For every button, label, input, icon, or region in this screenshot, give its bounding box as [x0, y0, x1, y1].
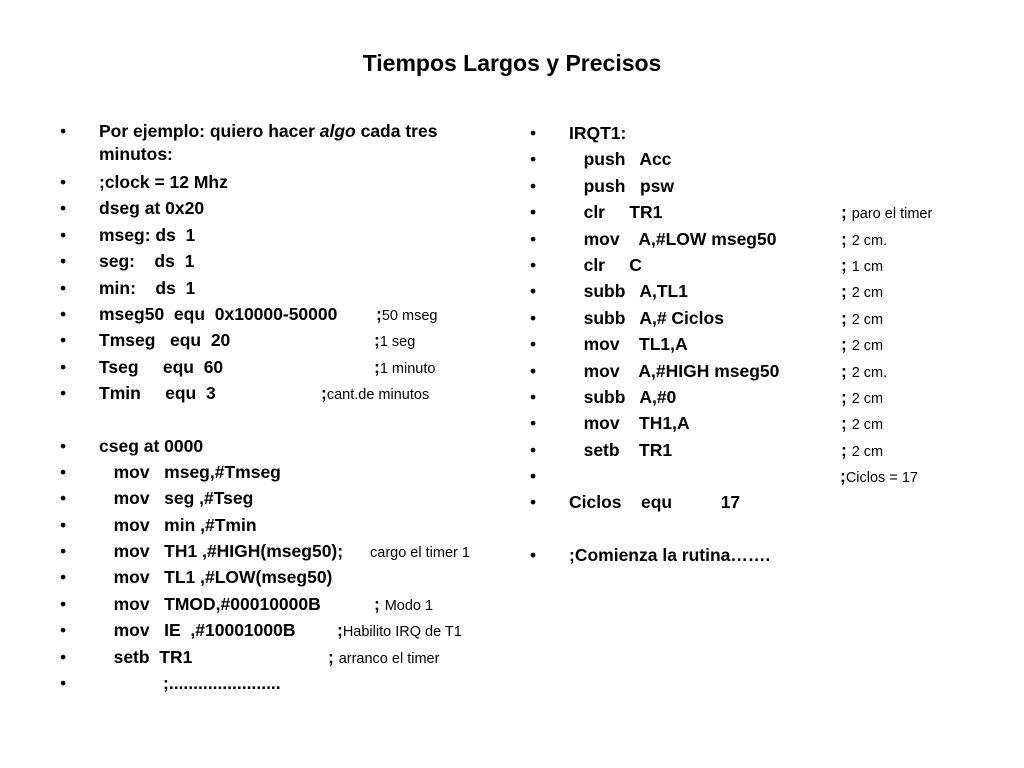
code-line [60, 275, 500, 301]
code-line [530, 226, 1010, 252]
code-line [530, 278, 1010, 304]
code-line [530, 120, 1010, 146]
bullet-icon: • [530, 228, 537, 249]
code-line [60, 538, 500, 564]
code-comment [374, 354, 435, 382]
comment-text: 2 cm. [851, 232, 888, 249]
comment-semicolon: ; [841, 202, 852, 223]
bullet-icon: • [530, 281, 537, 302]
code-line [60, 248, 500, 274]
bullet-icon: • [530, 149, 537, 170]
code-text: mov TL1,A [569, 334, 688, 355]
comment-text: 2 cm [851, 443, 884, 460]
code-comment [841, 252, 883, 280]
code-comment [321, 380, 429, 408]
code-line [530, 384, 1010, 410]
right-code-list [530, 120, 1010, 568]
code-comment [841, 410, 883, 438]
comment-semicolon: ; [321, 383, 327, 404]
code-comment [376, 301, 437, 329]
code-line [60, 459, 500, 485]
code-line [60, 327, 500, 353]
code-text: Tmseg equ 20 [99, 330, 231, 351]
code-text: subb A,TL1 [569, 281, 688, 302]
intro-text: Por ejemplo: quiero hacer algo cada tres minutos: [99, 121, 438, 164]
code-text: ;clock = 12 Mhz [99, 172, 228, 192]
code-text: cseg at 0000 [99, 435, 204, 456]
bullet-icon: • [60, 646, 67, 667]
comment-semicolon: ; [841, 281, 852, 302]
code-text: ;Comienza la rutina……. [569, 544, 771, 565]
comment-text: arranco el timer [338, 650, 440, 667]
code-line [60, 301, 500, 327]
bullet-icon: • [530, 439, 537, 460]
comment-semicolon: ; [841, 228, 852, 249]
code-text: clr C [569, 254, 642, 275]
code-text: setb TR1 [569, 439, 673, 460]
code-comment [841, 199, 932, 227]
code-line [60, 380, 500, 406]
comment-text: paro el timer [851, 206, 933, 223]
bullet-icon: • [60, 567, 67, 588]
code-line [530, 173, 1010, 199]
comment-text: 2 cm. [851, 364, 888, 381]
bullet-icon: • [530, 413, 537, 434]
bullet-icon: • [530, 492, 537, 513]
bullet-icon: • [60, 435, 67, 456]
code-comment [841, 384, 883, 412]
code-comment [841, 278, 883, 306]
code-line [60, 591, 500, 617]
comment-text: 2 cm [851, 417, 884, 434]
code-text: mov TL1 ,#LOW(mseg50) [99, 567, 333, 588]
comment-semicolon: ; [841, 413, 852, 434]
code-comment [841, 226, 887, 254]
code-comment [841, 437, 883, 465]
bullet-icon: • [530, 254, 537, 275]
comment-semicolon: ; [841, 307, 852, 328]
comment-semicolon: ; [374, 356, 380, 377]
comment-semicolon: ; [328, 646, 339, 667]
code-text: Tmin equ 3 [99, 383, 216, 404]
code-line [530, 358, 1010, 384]
code-text: Ciclos equ 17 [569, 492, 741, 513]
code-line [60, 222, 500, 248]
bullet-icon: • [530, 360, 537, 381]
bullet-icon: • [60, 198, 67, 219]
code-text: IRQT1: [569, 123, 627, 143]
comment-text: cant.de minutos [326, 387, 430, 404]
comment-semicolon: ; [376, 303, 382, 324]
bullet-icon: • [60, 251, 67, 272]
comment-text: 2 cm [851, 390, 884, 407]
bullet-icon: • [60, 383, 67, 404]
code-text: mov IE ,#10001000B [99, 620, 296, 641]
code-text: subb A,#0 [569, 386, 677, 407]
code-text: mov TMOD,#00010000B [99, 593, 321, 614]
code-text: clr TR1 [569, 202, 663, 223]
left-code-list [60, 120, 500, 696]
bullet-icon: • [530, 202, 537, 223]
comment-semicolon: ; [840, 466, 846, 487]
code-text: Tseg equ 60 [99, 356, 224, 377]
bullet-icon: • [60, 514, 67, 535]
comment-text: 1 minuto [379, 360, 436, 377]
bullet-icon: • [60, 330, 67, 351]
code-text: mov min ,#Tmin [99, 514, 257, 535]
comment-semicolon: ; [374, 593, 385, 614]
code-line [530, 463, 1010, 489]
comment-text: Ciclos = 17 [845, 470, 918, 487]
comment-semicolon: ;....................... [163, 673, 281, 694]
bullet-icon: • [60, 121, 67, 141]
comment-text: 2 cm [851, 311, 884, 328]
code-text: seg: ds 1 [99, 251, 195, 272]
slide-title: Tiempos Largos y Precisos [362, 50, 662, 76]
code-text: mov A,#LOW mseg50 [569, 228, 777, 249]
comment-text: 2 cm [851, 338, 884, 355]
code-text: min: ds 1 [99, 277, 196, 298]
code-text: mseg50 equ 0x10000-50000 [99, 303, 343, 324]
comment-semicolon: ; [841, 386, 852, 407]
comment-text: Modo 1 [384, 597, 434, 614]
comment-semicolon: ; [841, 439, 852, 460]
list-item-intro [60, 120, 500, 169]
bullet-icon: • [60, 488, 67, 509]
comment-text: cargo el timer 1 [370, 545, 470, 562]
code-text: push Acc [569, 149, 672, 170]
comment-text: 1 seg [379, 334, 416, 351]
code-text: mov seg ,#Tseg [99, 488, 254, 509]
bullet-icon: • [530, 544, 537, 565]
code-text: setb TR1 [99, 646, 193, 667]
code-comment [840, 463, 918, 491]
code-line [530, 489, 1010, 515]
bullet-icon: • [60, 356, 67, 377]
code-line [60, 485, 500, 511]
code-line [60, 564, 500, 590]
bullet-icon: • [60, 541, 67, 562]
bullet-icon: • [530, 386, 537, 407]
code-comment [841, 331, 883, 359]
comment-semicolon: ; [841, 254, 852, 275]
code-comment [163, 670, 281, 698]
code-line [60, 433, 500, 459]
code-comment [841, 358, 887, 386]
bullet-icon: • [60, 172, 67, 192]
comment-semicolon: ; [374, 330, 380, 351]
bullet-icon: • [530, 123, 537, 143]
code-line [60, 512, 500, 538]
bullet-icon: • [60, 620, 67, 641]
code-text: subb A,# Ciclos [569, 307, 724, 328]
code-line [60, 354, 500, 380]
code-text: mov TH1,A [569, 413, 690, 434]
code-line [530, 542, 1010, 568]
code-text: mov mseg,#Tmseg [99, 461, 281, 482]
bullet-icon: • [60, 224, 67, 245]
code-line [530, 331, 1010, 357]
bullet-icon: • [60, 593, 67, 614]
code-line [530, 252, 1010, 278]
code-comment [841, 305, 883, 333]
code-text: push psw [569, 175, 675, 196]
code-text: mov A,#HIGH mseg50 [569, 360, 780, 381]
code-line [530, 410, 1010, 436]
code-text: mov TH1 ,#HIGH(mseg50); [99, 541, 344, 562]
comment-text: 1 cm [851, 258, 884, 275]
code-comment [370, 538, 470, 566]
code-line [60, 670, 500, 696]
comment-text: 50 mseg [381, 307, 438, 324]
bullet-icon: • [530, 307, 537, 328]
code-comment [374, 591, 433, 619]
bullet-icon: • [60, 673, 67, 694]
code-comment [374, 327, 415, 355]
comment-text: Habilito IRQ de T1 [342, 624, 462, 641]
code-comment [328, 644, 439, 672]
code-line [530, 146, 1010, 172]
code-line [60, 195, 500, 221]
comment-semicolon: ; [841, 334, 852, 355]
bullet-icon: • [530, 466, 537, 487]
code-line [530, 437, 1010, 463]
code-text: dseg at 0x20 [99, 198, 205, 219]
bullet-icon: • [530, 175, 537, 196]
comment-semicolon: ; [337, 620, 343, 641]
bullet-icon: • [60, 461, 67, 482]
bullet-icon: • [530, 334, 537, 355]
code-line [60, 169, 500, 195]
code-text: mseg: ds 1 [99, 224, 196, 245]
comment-semicolon: ; [841, 360, 852, 381]
code-line [60, 617, 500, 643]
code-comment [337, 617, 462, 645]
code-line [530, 199, 1010, 225]
bullet-icon: • [60, 277, 67, 298]
comment-text: 2 cm [851, 285, 884, 302]
code-line [530, 305, 1010, 331]
code-line [60, 644, 500, 670]
bullet-icon: • [60, 303, 67, 324]
